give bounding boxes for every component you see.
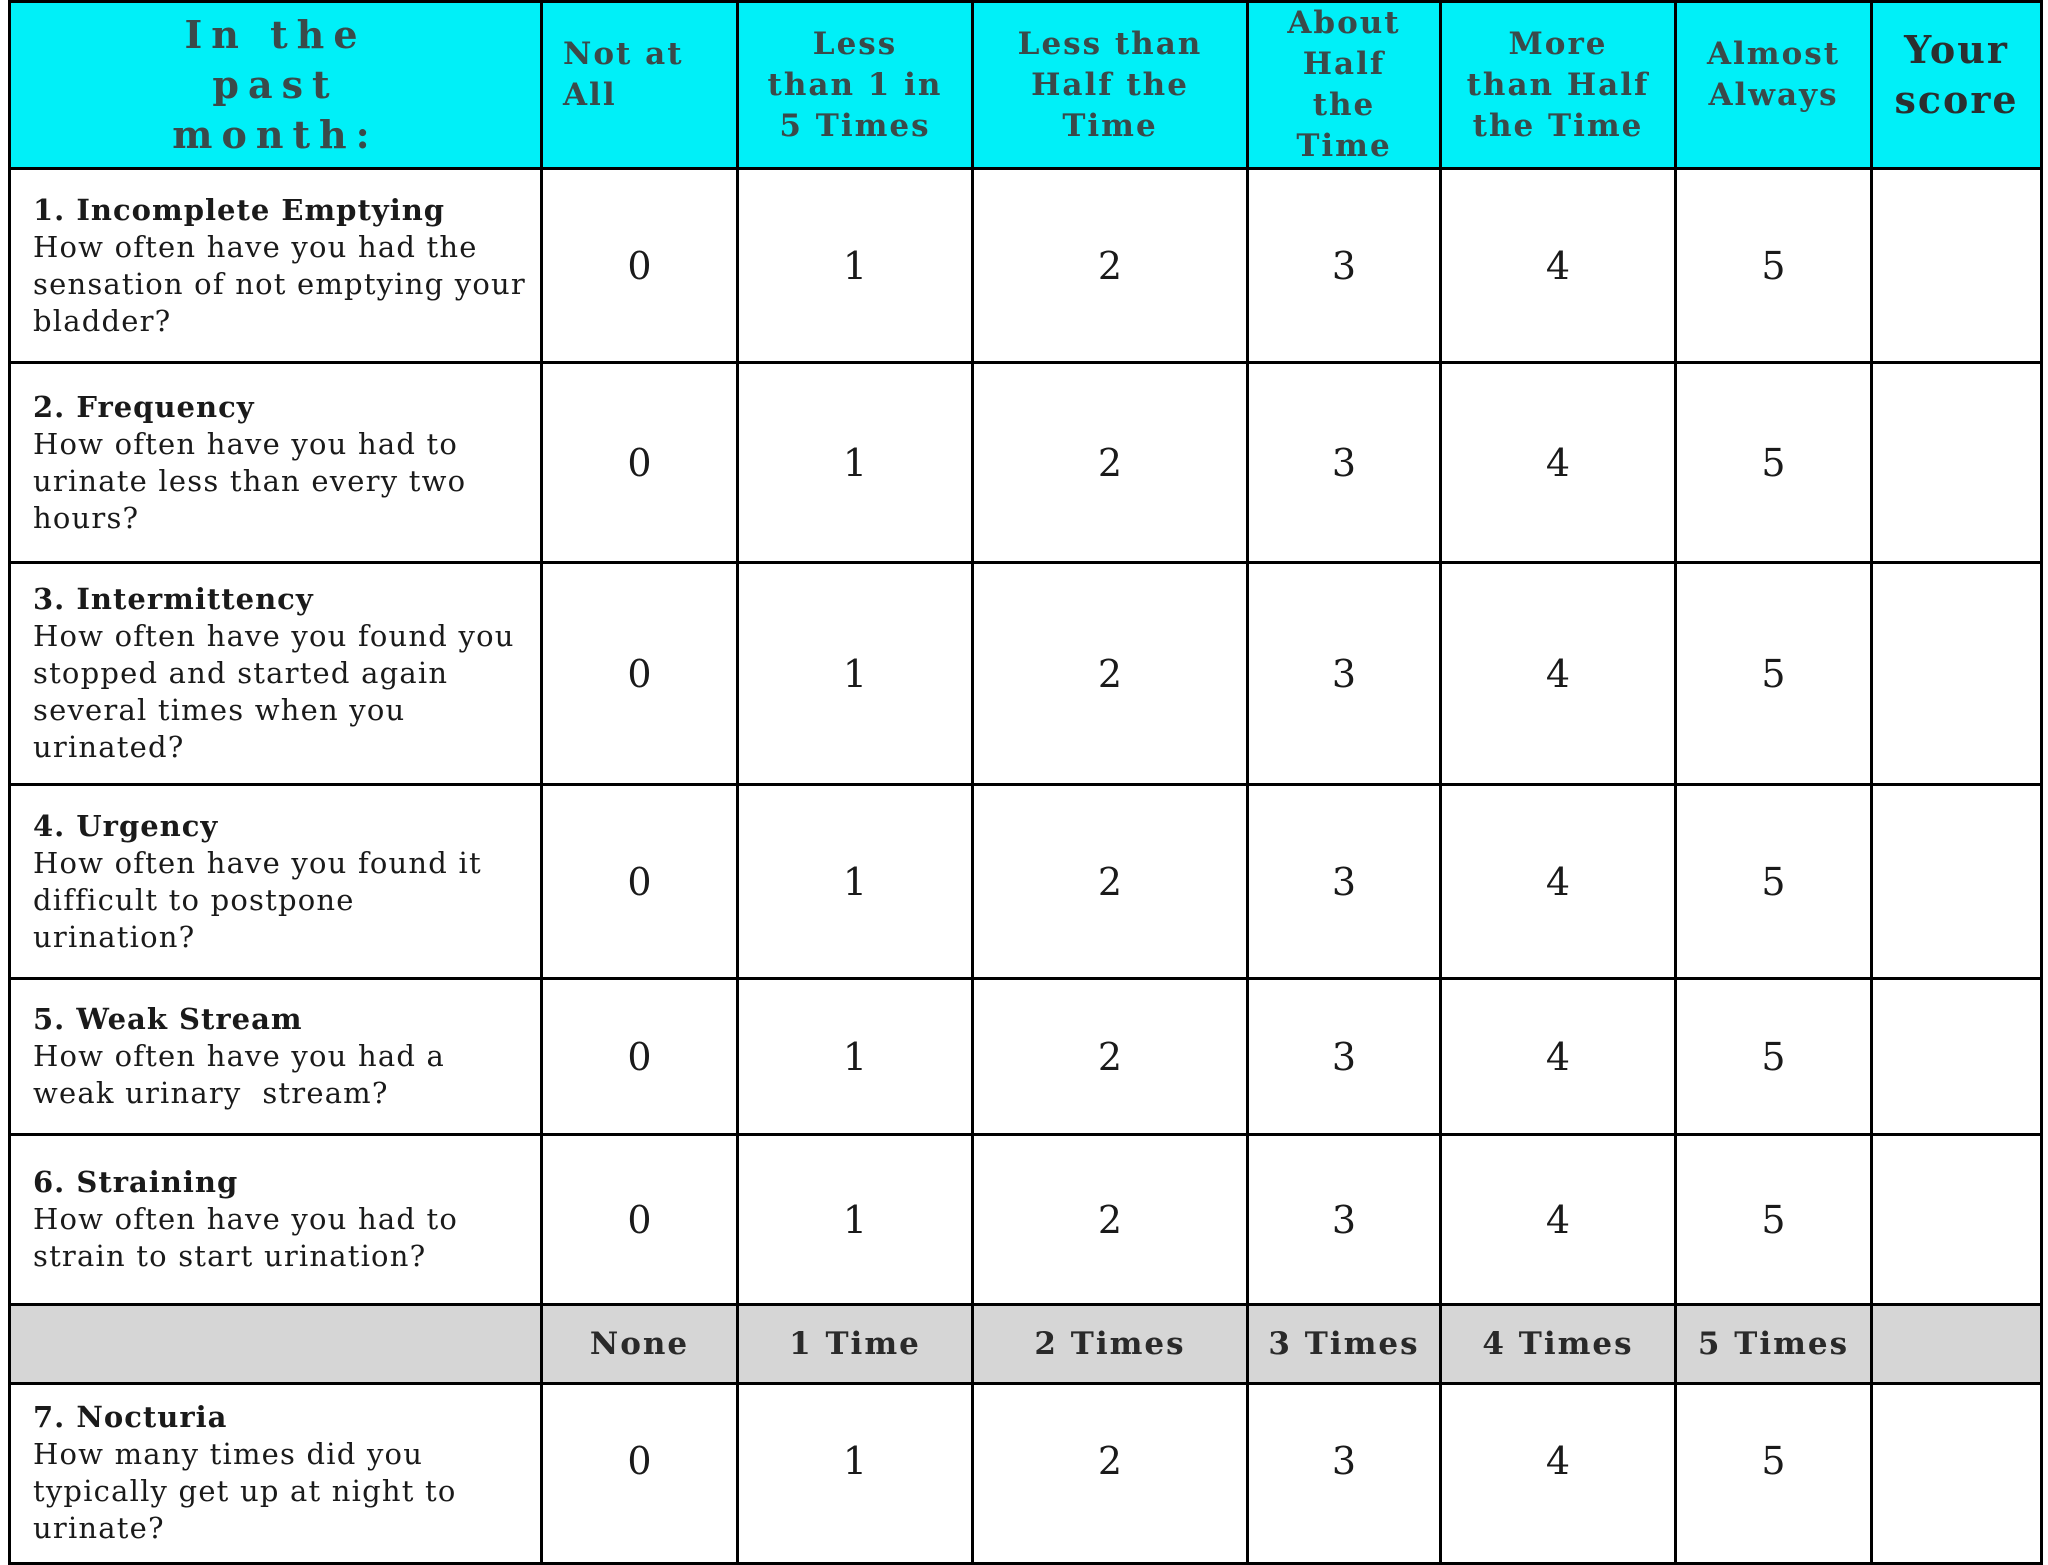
score-option[interactable]: 5 <box>1676 1135 1872 1305</box>
score-option[interactable]: 5 <box>1676 979 1872 1135</box>
header-5-times: 5 Times <box>1676 1305 1872 1384</box>
score-option[interactable]: 0 <box>542 563 738 785</box>
header-not-at-all: Not at All <box>542 2 738 169</box>
header-your-score: Your score <box>1872 2 2042 169</box>
score-option[interactable]: 1 <box>738 979 973 1135</box>
score-option[interactable]: 1 <box>738 1135 973 1305</box>
score-option[interactable]: 2 <box>973 1135 1248 1305</box>
score-option[interactable]: 3 <box>1248 785 1441 979</box>
header-2-times: 2 Times <box>973 1305 1248 1384</box>
question-text: How often have you had the sensation of not emptying your bladder? <box>33 229 526 338</box>
question-title: 2. Frequency <box>33 389 255 424</box>
score-option[interactable]: 1 <box>738 1384 973 1564</box>
score-option[interactable]: 4 <box>1441 563 1676 785</box>
header-row <box>10 2 2042 169</box>
question-row <box>10 1135 2042 1305</box>
score-option[interactable]: 3 <box>1248 169 1441 363</box>
score-option[interactable]: 4 <box>1441 363 1676 563</box>
score-option[interactable]: 5 <box>1676 1384 1872 1564</box>
score-option[interactable]: 4 <box>1441 1135 1676 1305</box>
score-option[interactable]: 4 <box>1441 785 1676 979</box>
nocturia-header-score-empty <box>1872 1305 2042 1384</box>
question-text: How many times did you typically get up at night to urinate? <box>33 1437 457 1545</box>
header-none: None <box>542 1305 738 1384</box>
score-option[interactable]: 3 <box>1248 1135 1441 1305</box>
score-option[interactable]: 1 <box>738 363 973 563</box>
question-text: How often have you found it difficult to postpone urination? <box>33 845 482 954</box>
question-title: 7. Nocturia <box>33 1400 228 1434</box>
question-title: 6. Straining <box>33 1165 239 1199</box>
score-option[interactable]: 2 <box>973 1384 1248 1564</box>
question-row <box>10 169 2042 363</box>
question-text: How often have you had a weak urinary stream? <box>33 1039 456 1110</box>
score-option[interactable]: 5 <box>1676 169 1872 363</box>
question-cell <box>10 563 542 785</box>
your-score-cell[interactable] <box>1872 169 2042 363</box>
question-text: How often have you found you stopped and started again several times when you urinated? <box>33 619 515 764</box>
question-title: 5. Weak Stream <box>33 1002 303 1036</box>
score-option[interactable]: 0 <box>542 1384 738 1564</box>
nocturia-header-empty <box>10 1305 542 1384</box>
your-score-cell[interactable] <box>1872 1135 2042 1305</box>
score-option[interactable]: 1 <box>738 563 973 785</box>
score-option[interactable]: 1 <box>738 785 973 979</box>
question-cell <box>10 363 542 563</box>
header-about-half: About Half the Time <box>1248 2 1441 169</box>
header-4-times: 4 Times <box>1441 1305 1676 1384</box>
score-option[interactable]: 3 <box>1248 979 1441 1135</box>
header-question-column: In the past month: <box>10 2 542 169</box>
your-score-cell[interactable] <box>1872 563 2042 785</box>
question-row <box>10 979 2042 1135</box>
question-text: How often have you had to urinate less than every two hours? <box>33 426 467 535</box>
header-3-times: 3 Times <box>1248 1305 1441 1384</box>
score-option[interactable]: 2 <box>973 363 1248 563</box>
your-score-cell[interactable] <box>1872 979 2042 1135</box>
question-title: 3. Intermittency <box>33 582 314 616</box>
question-cell <box>10 169 542 363</box>
score-option[interactable]: 3 <box>1248 1384 1441 1564</box>
score-option[interactable]: 2 <box>973 169 1248 363</box>
score-option[interactable]: 3 <box>1248 363 1441 563</box>
question-cell <box>10 1135 542 1305</box>
header-almost-always: Almost Always <box>1676 2 1872 169</box>
header-less-than-half: Less than Half the Time <box>973 2 1248 169</box>
header-1-time: 1 Time <box>738 1305 973 1384</box>
score-option[interactable]: 3 <box>1248 563 1441 785</box>
your-score-cell[interactable] <box>1872 1384 2042 1564</box>
score-option[interactable]: 0 <box>542 169 738 363</box>
question-row <box>10 563 2042 785</box>
score-option[interactable]: 2 <box>973 785 1248 979</box>
question-row-nocturia <box>10 1384 2042 1564</box>
question-cell <box>10 1384 542 1564</box>
score-option[interactable]: 2 <box>973 979 1248 1135</box>
your-score-cell[interactable] <box>1872 363 2042 563</box>
score-option[interactable]: 5 <box>1676 785 1872 979</box>
question-title: 1. Incomplete Emptying <box>33 192 446 227</box>
header-less-than-1-in-5: Less than 1 in 5 Times <box>738 2 973 169</box>
header-more-than-half: More than Half the Time <box>1441 2 1676 169</box>
score-option[interactable]: 5 <box>1676 563 1872 785</box>
score-option[interactable]: 4 <box>1441 1384 1676 1564</box>
question-row <box>10 785 2042 979</box>
score-option[interactable]: 1 <box>738 169 973 363</box>
question-title: 4. Urgency <box>33 808 219 843</box>
question-cell <box>10 979 542 1135</box>
score-option[interactable]: 0 <box>542 979 738 1135</box>
score-option[interactable]: 0 <box>542 363 738 563</box>
score-option[interactable]: 0 <box>542 1135 738 1305</box>
question-text: How often have you had to strain to start urination? <box>33 1202 459 1273</box>
score-option[interactable]: 0 <box>542 785 738 979</box>
score-option[interactable]: 5 <box>1676 363 1872 563</box>
nocturia-header-row <box>10 1305 2042 1384</box>
score-option[interactable]: 4 <box>1441 979 1676 1135</box>
ipss-questionnaire-table <box>8 0 2043 1565</box>
score-option[interactable]: 4 <box>1441 169 1676 363</box>
your-score-cell[interactable] <box>1872 785 2042 979</box>
question-cell <box>10 785 542 979</box>
question-row <box>10 363 2042 563</box>
score-option[interactable]: 2 <box>973 563 1248 785</box>
